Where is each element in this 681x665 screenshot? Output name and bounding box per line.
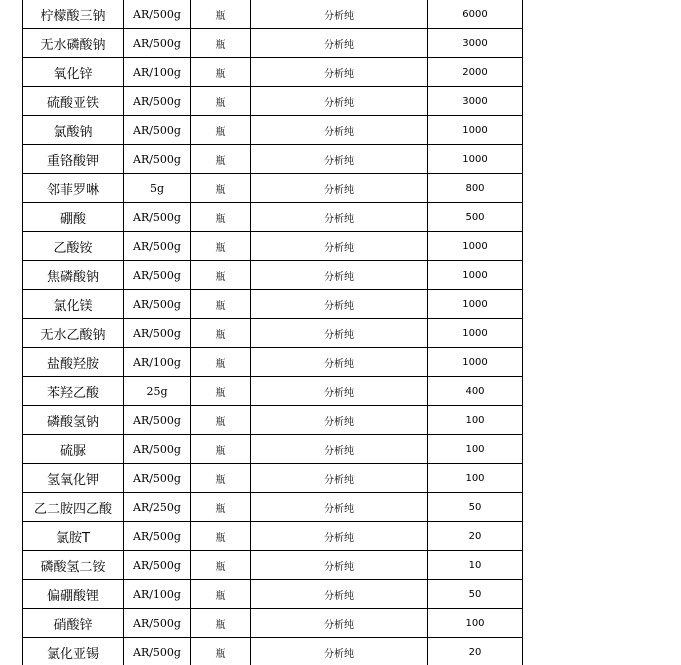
- quantity-cell[interactable]: 50: [428, 493, 523, 522]
- grade-cell[interactable]: 分析纯: [251, 116, 428, 145]
- table-row: [23, 377, 523, 406]
- reagent-name-cell[interactable]: 硫酸亚铁: [23, 87, 124, 116]
- specification-cell[interactable]: AR/500g: [124, 29, 191, 58]
- reagent-name-cell[interactable]: 焦磷酸钠: [23, 261, 124, 290]
- specification-cell[interactable]: AR/500g: [124, 232, 191, 261]
- grade-cell[interactable]: 分析纯: [251, 145, 428, 174]
- grade-cell[interactable]: 分析纯: [251, 435, 428, 464]
- specification-cell[interactable]: 5g: [124, 174, 191, 203]
- specification-cell[interactable]: AR/250g: [124, 493, 191, 522]
- table-row: [23, 261, 523, 290]
- table-row: [23, 348, 523, 377]
- reagent-name-cell[interactable]: 氢氧化钾: [23, 464, 124, 493]
- grade-cell[interactable]: 分析纯: [251, 580, 428, 609]
- quantity-cell[interactable]: 20: [428, 522, 523, 551]
- quantity-cell[interactable]: 400: [428, 377, 523, 406]
- reagent-name-cell[interactable]: 无水磷酸钠: [23, 29, 124, 58]
- reagent-name-cell[interactable]: 磷酸氢钠: [23, 406, 124, 435]
- quantity-cell[interactable]: 10: [428, 551, 523, 580]
- unit-cell[interactable]: 瓶: [191, 435, 251, 464]
- quantity-cell[interactable]: 100: [428, 609, 523, 638]
- specification-cell[interactable]: AR/500g: [124, 609, 191, 638]
- reagent-name-cell[interactable]: 硫脲: [23, 435, 124, 464]
- specification-cell[interactable]: AR/500g: [124, 0, 191, 29]
- grade-cell[interactable]: 分析纯: [251, 174, 428, 203]
- reagent-table: [22, 0, 523, 665]
- reagent-name-cell[interactable]: 苯羟乙酸: [23, 377, 124, 406]
- unit-cell[interactable]: 瓶: [191, 609, 251, 638]
- reagent-name-cell[interactable]: 盐酸羟胺: [23, 348, 124, 377]
- unit-cell[interactable]: 瓶: [191, 203, 251, 232]
- grade-cell[interactable]: 分析纯: [251, 319, 428, 348]
- unit-cell[interactable]: 瓶: [191, 87, 251, 116]
- quantity-cell[interactable]: 100: [428, 435, 523, 464]
- quantity-cell[interactable]: 1000: [428, 116, 523, 145]
- unit-cell[interactable]: 瓶: [191, 29, 251, 58]
- reagent-name-cell[interactable]: 硝酸锌: [23, 609, 124, 638]
- reagent-name-cell[interactable]: 重铬酸钾: [23, 145, 124, 174]
- grade-cell[interactable]: 分析纯: [251, 0, 428, 29]
- unit-cell[interactable]: 瓶: [191, 0, 251, 29]
- unit-cell[interactable]: 瓶: [191, 174, 251, 203]
- reagent-name-cell[interactable]: 邻菲罗啉: [23, 174, 124, 203]
- table-row: [23, 290, 523, 319]
- quantity-cell[interactable]: 1000: [428, 145, 523, 174]
- specification-cell[interactable]: AR/500g: [124, 319, 191, 348]
- table-row: [23, 319, 523, 348]
- reagent-name-cell[interactable]: 柠檬酸三钠: [23, 0, 124, 29]
- quantity-cell[interactable]: 6000: [428, 0, 523, 29]
- quantity-cell[interactable]: 2000: [428, 58, 523, 87]
- grade-cell[interactable]: 分析纯: [251, 203, 428, 232]
- table-row: [23, 87, 523, 116]
- specification-cell[interactable]: AR/500g: [124, 638, 191, 665]
- grade-cell[interactable]: 分析纯: [251, 232, 428, 261]
- specification-cell[interactable]: 25g: [124, 377, 191, 406]
- specification-cell[interactable]: AR/100g: [124, 58, 191, 87]
- reagent-name-cell[interactable]: 氯胺T: [23, 522, 124, 551]
- quantity-cell[interactable]: 1000: [428, 319, 523, 348]
- specification-cell[interactable]: AR/500g: [124, 551, 191, 580]
- quantity-cell[interactable]: 20: [428, 638, 523, 665]
- specification-cell[interactable]: AR/500g: [124, 435, 191, 464]
- table-row: [23, 0, 523, 29]
- unit-cell[interactable]: 瓶: [191, 464, 251, 493]
- quantity-cell[interactable]: 100: [428, 406, 523, 435]
- specification-cell[interactable]: AR/500g: [124, 87, 191, 116]
- table-row: [23, 580, 523, 609]
- reagent-name-cell[interactable]: 氧化锌: [23, 58, 124, 87]
- quantity-cell[interactable]: 1000: [428, 261, 523, 290]
- grade-cell[interactable]: 分析纯: [251, 551, 428, 580]
- table-row: [23, 522, 523, 551]
- quantity-cell[interactable]: 3000: [428, 29, 523, 58]
- specification-cell[interactable]: AR/500g: [124, 116, 191, 145]
- table-row: [23, 493, 523, 522]
- grade-cell[interactable]: 分析纯: [251, 58, 428, 87]
- table-row: [23, 551, 523, 580]
- reagent-name-cell[interactable]: 无水乙酸钠: [23, 319, 124, 348]
- grade-cell[interactable]: 分析纯: [251, 464, 428, 493]
- table-row: [23, 145, 523, 174]
- unit-cell[interactable]: 瓶: [191, 377, 251, 406]
- specification-cell[interactable]: AR/500g: [124, 406, 191, 435]
- unit-cell[interactable]: 瓶: [191, 232, 251, 261]
- quantity-cell[interactable]: 800: [428, 174, 523, 203]
- reagent-name-cell[interactable]: 氯酸钠: [23, 116, 124, 145]
- specification-cell[interactable]: AR/500g: [124, 145, 191, 174]
- reagent-name-cell[interactable]: 偏硼酸锂: [23, 580, 124, 609]
- reagent-name-cell[interactable]: 乙二胺四乙酸: [23, 493, 124, 522]
- reagent-name-cell[interactable]: 氯化亚锡: [23, 638, 124, 665]
- grade-cell[interactable]: 分析纯: [251, 348, 428, 377]
- table-row: [23, 638, 523, 665]
- table-row: [23, 232, 523, 261]
- unit-cell[interactable]: 瓶: [191, 58, 251, 87]
- unit-cell[interactable]: 瓶: [191, 638, 251, 665]
- table-row: [23, 464, 523, 493]
- unit-cell[interactable]: 瓶: [191, 116, 251, 145]
- specification-cell[interactable]: AR/500g: [124, 261, 191, 290]
- unit-cell[interactable]: 瓶: [191, 493, 251, 522]
- grade-cell[interactable]: 分析纯: [251, 261, 428, 290]
- grade-cell[interactable]: 分析纯: [251, 493, 428, 522]
- quantity-cell[interactable]: 500: [428, 203, 523, 232]
- quantity-cell[interactable]: 1000: [428, 290, 523, 319]
- reagent-name-cell[interactable]: 硼酸: [23, 203, 124, 232]
- specification-cell[interactable]: AR/500g: [124, 522, 191, 551]
- quantity-cell[interactable]: 1000: [428, 232, 523, 261]
- reagent-name-cell[interactable]: 磷酸氢二铵: [23, 551, 124, 580]
- grade-cell[interactable]: 分析纯: [251, 29, 428, 58]
- unit-cell[interactable]: 瓶: [191, 580, 251, 609]
- grade-cell[interactable]: 分析纯: [251, 290, 428, 319]
- table-row: [23, 116, 523, 145]
- table-row: [23, 174, 523, 203]
- table-row: [23, 203, 523, 232]
- grade-cell[interactable]: 分析纯: [251, 522, 428, 551]
- unit-cell[interactable]: 瓶: [191, 522, 251, 551]
- unit-cell[interactable]: 瓶: [191, 551, 251, 580]
- table-row: [23, 406, 523, 435]
- grade-cell[interactable]: 分析纯: [251, 638, 428, 665]
- reagent-name-cell[interactable]: 氯化镁: [23, 290, 124, 319]
- table-row: [23, 435, 523, 464]
- specification-cell[interactable]: AR/500g: [124, 290, 191, 319]
- quantity-cell[interactable]: 3000: [428, 87, 523, 116]
- reagent-name-cell[interactable]: 乙酸铵: [23, 232, 124, 261]
- unit-cell[interactable]: 瓶: [191, 261, 251, 290]
- specification-cell[interactable]: AR/500g: [124, 203, 191, 232]
- grade-cell[interactable]: 分析纯: [251, 609, 428, 638]
- table-row: [23, 29, 523, 58]
- unit-cell[interactable]: 瓶: [191, 145, 251, 174]
- quantity-cell[interactable]: 100: [428, 464, 523, 493]
- table-row: [23, 58, 523, 87]
- unit-cell[interactable]: 瓶: [191, 319, 251, 348]
- grade-cell[interactable]: 分析纯: [251, 87, 428, 116]
- quantity-cell[interactable]: 50: [428, 580, 523, 609]
- unit-cell[interactable]: 瓶: [191, 290, 251, 319]
- quantity-cell[interactable]: 1000: [428, 348, 523, 377]
- unit-cell[interactable]: 瓶: [191, 348, 251, 377]
- specification-cell[interactable]: AR/100g: [124, 580, 191, 609]
- reagent-table-body: [23, 0, 523, 665]
- specification-cell[interactable]: AR/100g: [124, 348, 191, 377]
- unit-cell[interactable]: 瓶: [191, 406, 251, 435]
- grade-cell[interactable]: 分析纯: [251, 377, 428, 406]
- grade-cell[interactable]: 分析纯: [251, 406, 428, 435]
- specification-cell[interactable]: AR/500g: [124, 464, 191, 493]
- table-row: [23, 609, 523, 638]
